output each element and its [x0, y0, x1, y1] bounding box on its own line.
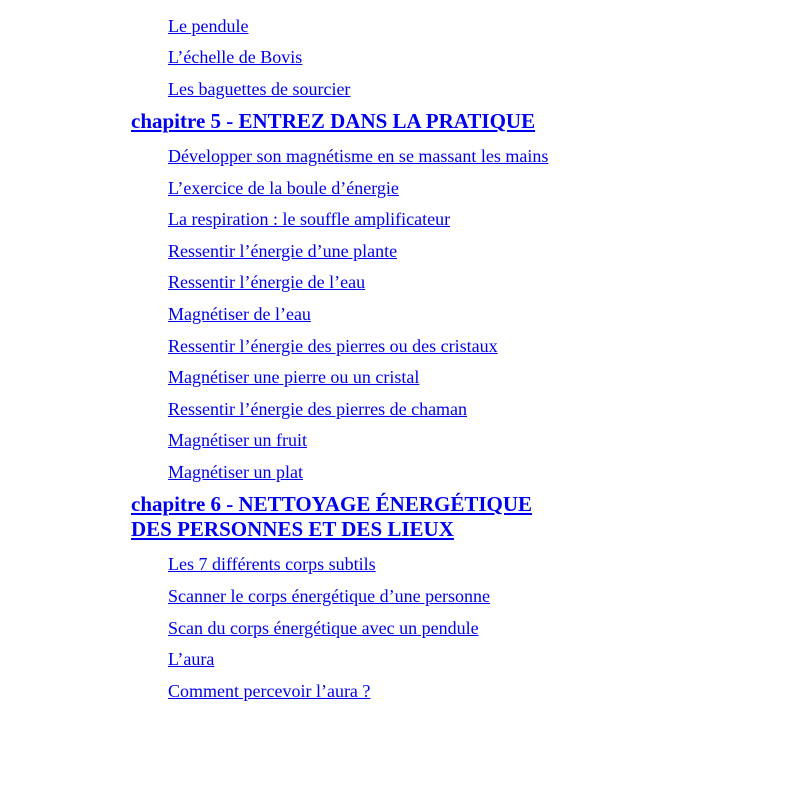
toc-link-le-pendule[interactable]: Le pendule: [168, 16, 249, 36]
toc-link-aura[interactable]: L’aura: [168, 649, 215, 669]
toc-link-magnetiser-pierre[interactable]: Magnétiser une pierre ou un cristal: [168, 367, 420, 387]
toc-link-magnetiser-fruit[interactable]: Magnétiser un fruit: [168, 430, 307, 450]
toc-link-boule-energie[interactable]: L’exercice de la boule d’énergie: [168, 178, 399, 198]
toc-chapter-6-link-line1[interactable]: chapitre 6 - NETTOYAGE ÉNERGÉTIQUE: [131, 492, 533, 516]
toc-link-magnetiser-eau[interactable]: Magnétiser de l’eau: [168, 304, 311, 324]
toc-link-energie-pierres-cristaux[interactable]: Ressentir l’énergie des pierres ou des cristaux: [168, 336, 498, 356]
toc-link-scanner-corps[interactable]: Scanner le corps énergétique d’une personne: [168, 586, 491, 606]
toc-link-echelle-de-bovis[interactable]: L’échelle de Bovis: [168, 47, 303, 67]
toc-link-respiration[interactable]: La respiration : le souffle amplificateur: [168, 209, 451, 229]
toc-chapter-6-link-line2[interactable]: DES PERSONNES ET DES LIEUX: [131, 517, 454, 541]
toc-link-energie-eau[interactable]: Ressentir l’énergie de l’eau: [168, 272, 366, 292]
toc-link-massant-les-mains[interactable]: Développer son magnétisme en se massant les mains: [168, 146, 549, 166]
toc-link-scan-pendule[interactable]: Scan du corps énergétique avec un pendule: [168, 618, 479, 638]
toc-link-corps-subtils[interactable]: Les 7 différents corps subtils: [168, 554, 376, 574]
toc-chapter-5-link[interactable]: chapitre 5 - ENTREZ DANS LA PRATIQUE: [131, 109, 536, 133]
toc-link-magnetiser-plat[interactable]: Magnétiser un plat: [168, 462, 303, 482]
toc-link-percevoir-aura[interactable]: Comment percevoir l’aura ?: [168, 681, 371, 701]
toc-link-energie-plante[interactable]: Ressentir l’énergie d’une plante: [168, 241, 398, 261]
toc-link-pierres-chaman[interactable]: Ressentir l’énergie des pierres de chaman: [168, 399, 468, 419]
toc-link-baguettes-de-sourcier[interactable]: Les baguettes de sourcier: [168, 79, 351, 99]
